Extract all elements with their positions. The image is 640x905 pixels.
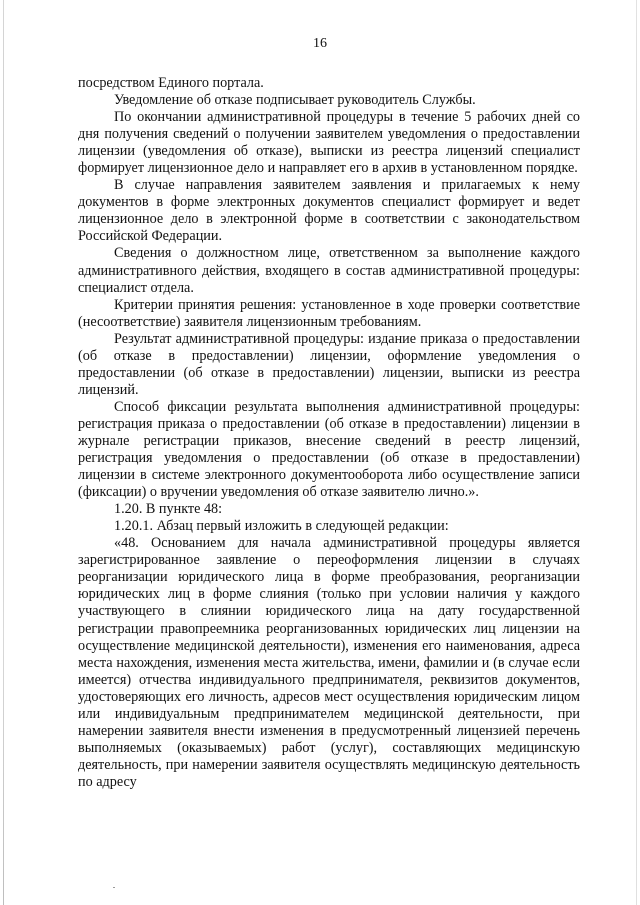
paragraph: По окончании административной процедуры в течение 5 рабочих дней со дня получения сведений о получении заявителем уведомления о предоставлении лицензии (уведомления об отказе), выписки из реестра лицензий специалист формирует лицензионное дело и направляет его в архив в установленном порядке. [78,109,580,177]
paragraph: 1.20.1. Абзац первый изложить в следующей редакции: [114,518,449,535]
paragraph: Уведомление об отказе подписывает руководитель Службы. [114,92,476,109]
paragraph: Критерии принятия решения: установленное в ходе проверки соответствие (несоответствие) заявителя лицензионным требованиям. [78,296,580,330]
paragraph: В случае направления заявителем заявления и прилагаемых к нему документов в форме электронных документов специалист формирует и ведет лицензионное дело в электронной форме в соответствии с законодательством Российской Федерации. [78,177,580,245]
paragraph: посредством Единого портала. [78,75,264,91]
scan-artifact-dot [113,887,115,888]
document-body [78,75,580,791]
page-number: 16 [313,36,327,51]
paragraph: Результат административной процедуры: издание приказа о предоставлении (об отказе в предоставлении) лицензии, оформление уведомления о предоставлении (об отказе в предоставлении) лицензии, выписки из реестра лицензий. [78,330,580,398]
paragraph: «48. Основанием для начала административной процедуры является зарегистрированное заявление о переоформления лицензии в случаях реорганизации юридического лица в форме преобразования, реорганизации юридических лиц в форме слияния (только при условии наличия у каждого участвующего в слиянии юридического лица на дату государственной регистрации правопреемника реорганизованных юридических лиц лицензии на осуществление медицинской деятельности), изменения его наименования, адреса места нахождения, изменения места жительства, имени, фамилии и (в случае если имеется) отчества индивидуального предпринимателя, реквизитов документов, удостоверяющих его личность, адресов мест осуществления юридическим лицом или индивидуальным предпринимателем медицинской деятельности, при намерении заявителя внести изменения в предусмотренный лицензией перечень выполняемых (оказываемых) работ (услуг), составляющих медицинскую деятельность, при намерении заявителя осуществлять медицинскую деятельность по адресу [78,535,580,790]
paragraph: Способ фиксации результата выполнения административной процедуры: регистрация приказа о предоставлении (об отказе в предоставлении) лицензии в журнале регистрации приказов, внесение сведений в реестр лицензий, регистрация уведомления о предоставлении (об отказе в предоставлении) лицензии в системе электронного документооборота либо осуществление записи (фиксации) о вручении уведомления об отказе заявителю лично.». [78,398,580,501]
scan-edge-right [636,0,637,905]
paragraph: Сведения о должностном лице, ответственном за выполнение каждого административного действия, входящего в состав административной процедуры: специалист отдела. [78,245,580,296]
paragraph: 1.20. В пункте 48: [114,501,223,518]
scan-edge-left [3,0,4,905]
